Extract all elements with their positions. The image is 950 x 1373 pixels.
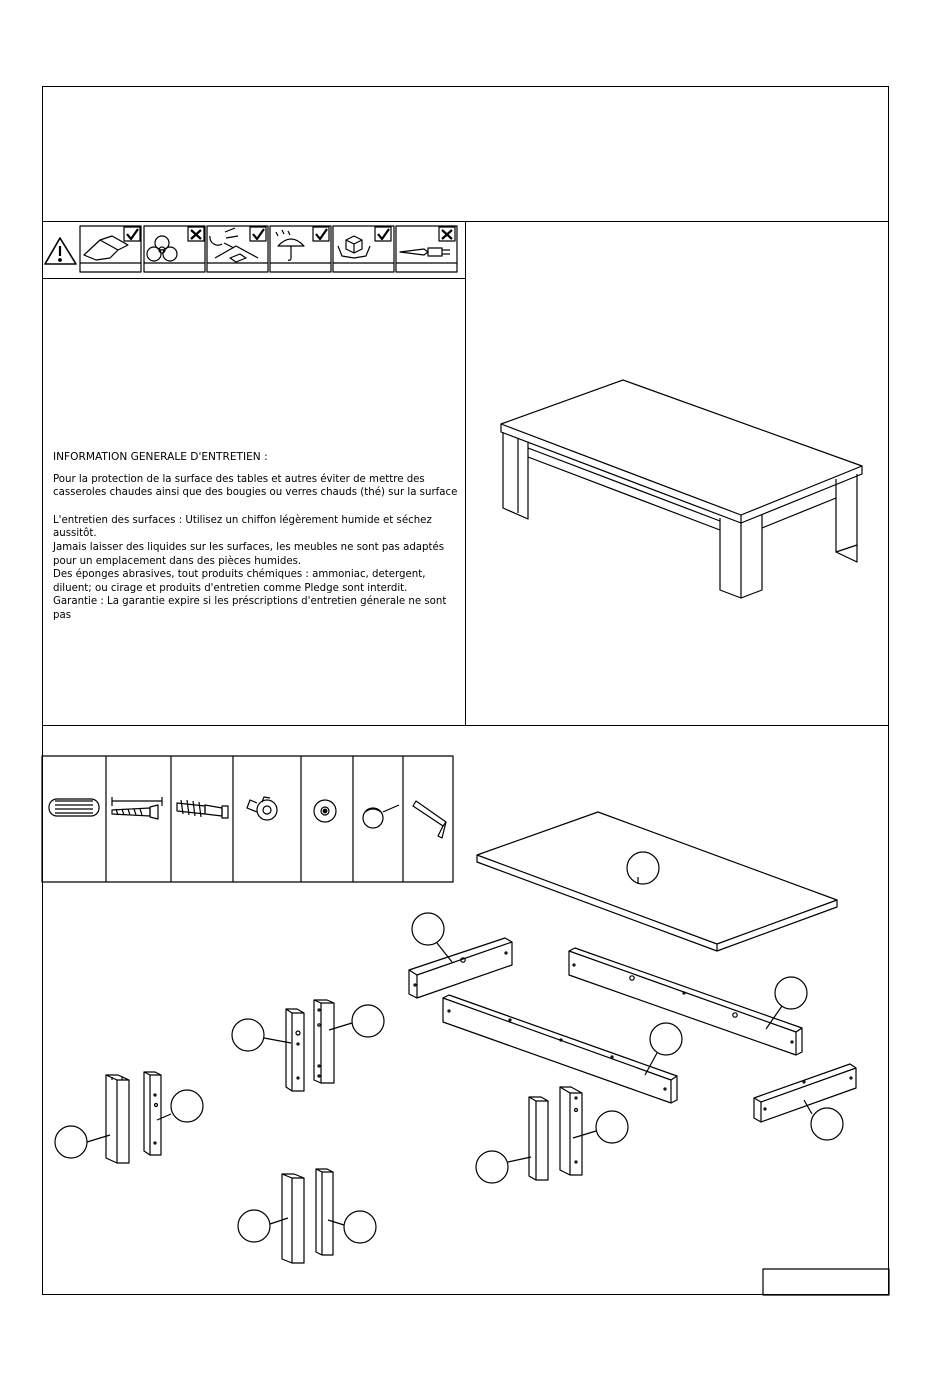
care-surfaces-text: L'entretien des surfaces : Utilisez un chiffon légèrement humide et séchez aussitôt. (53, 514, 432, 540)
title-box (763, 1269, 889, 1295)
care-warranty-text: Garantie : La garantie expire si les préscriptions d'entretien génerale ne sont pas (53, 596, 447, 621)
care-protection-text: Pour la protection de la surface des tables et autres éviter de mettre des casseroles chaudes ainsi que des bougies ou verres chauds (thé) sur la surface (53, 473, 458, 499)
damp-cloth-icon (80, 226, 141, 272)
chemical-hazard-icon (144, 226, 205, 272)
leg-pair-right (476, 1087, 628, 1183)
care-liquids-text: Jamais laisser des liquides sur les surfaces, les meubles ne sont pas adaptés pour un emplacement dans des pièces humides. (53, 541, 445, 567)
short-rail-right (754, 1064, 856, 1140)
long-rail-back (569, 948, 807, 1055)
warning-triangle-icon (45, 238, 76, 264)
wall-anchor-icon (177, 800, 228, 818)
handle-with-care-icon (333, 226, 394, 272)
screw-icon (112, 797, 162, 819)
tabletop-part (477, 812, 837, 951)
cam-cap-icon (314, 800, 336, 822)
allen-key-icon (413, 801, 446, 838)
care-sponges-text: Des éponges abrasives, tout produits chémiques : ammoniac, detergent, diluent; ou cirage et produits d'entretien comme Pledge sont interdit. (53, 569, 426, 594)
sharp-tool-icon (396, 226, 457, 272)
hardware-strip (42, 756, 453, 882)
assembled-table-drawing (501, 380, 862, 598)
care-title: INFORMATION GENERALE D'ENTRETIEN : (53, 451, 268, 463)
wood-dowel-icon (49, 799, 99, 816)
cam-lock-icon (247, 797, 277, 820)
leg-pair-center-top (232, 1000, 384, 1091)
leg-pair-center-bottom (238, 1169, 376, 1263)
nail-cap-icon (363, 805, 399, 828)
short-rail-front (409, 913, 512, 998)
humidity-umbrella-icon (270, 226, 331, 272)
sun-exposure-icon (207, 226, 268, 272)
leg-pair-left (55, 1072, 203, 1163)
